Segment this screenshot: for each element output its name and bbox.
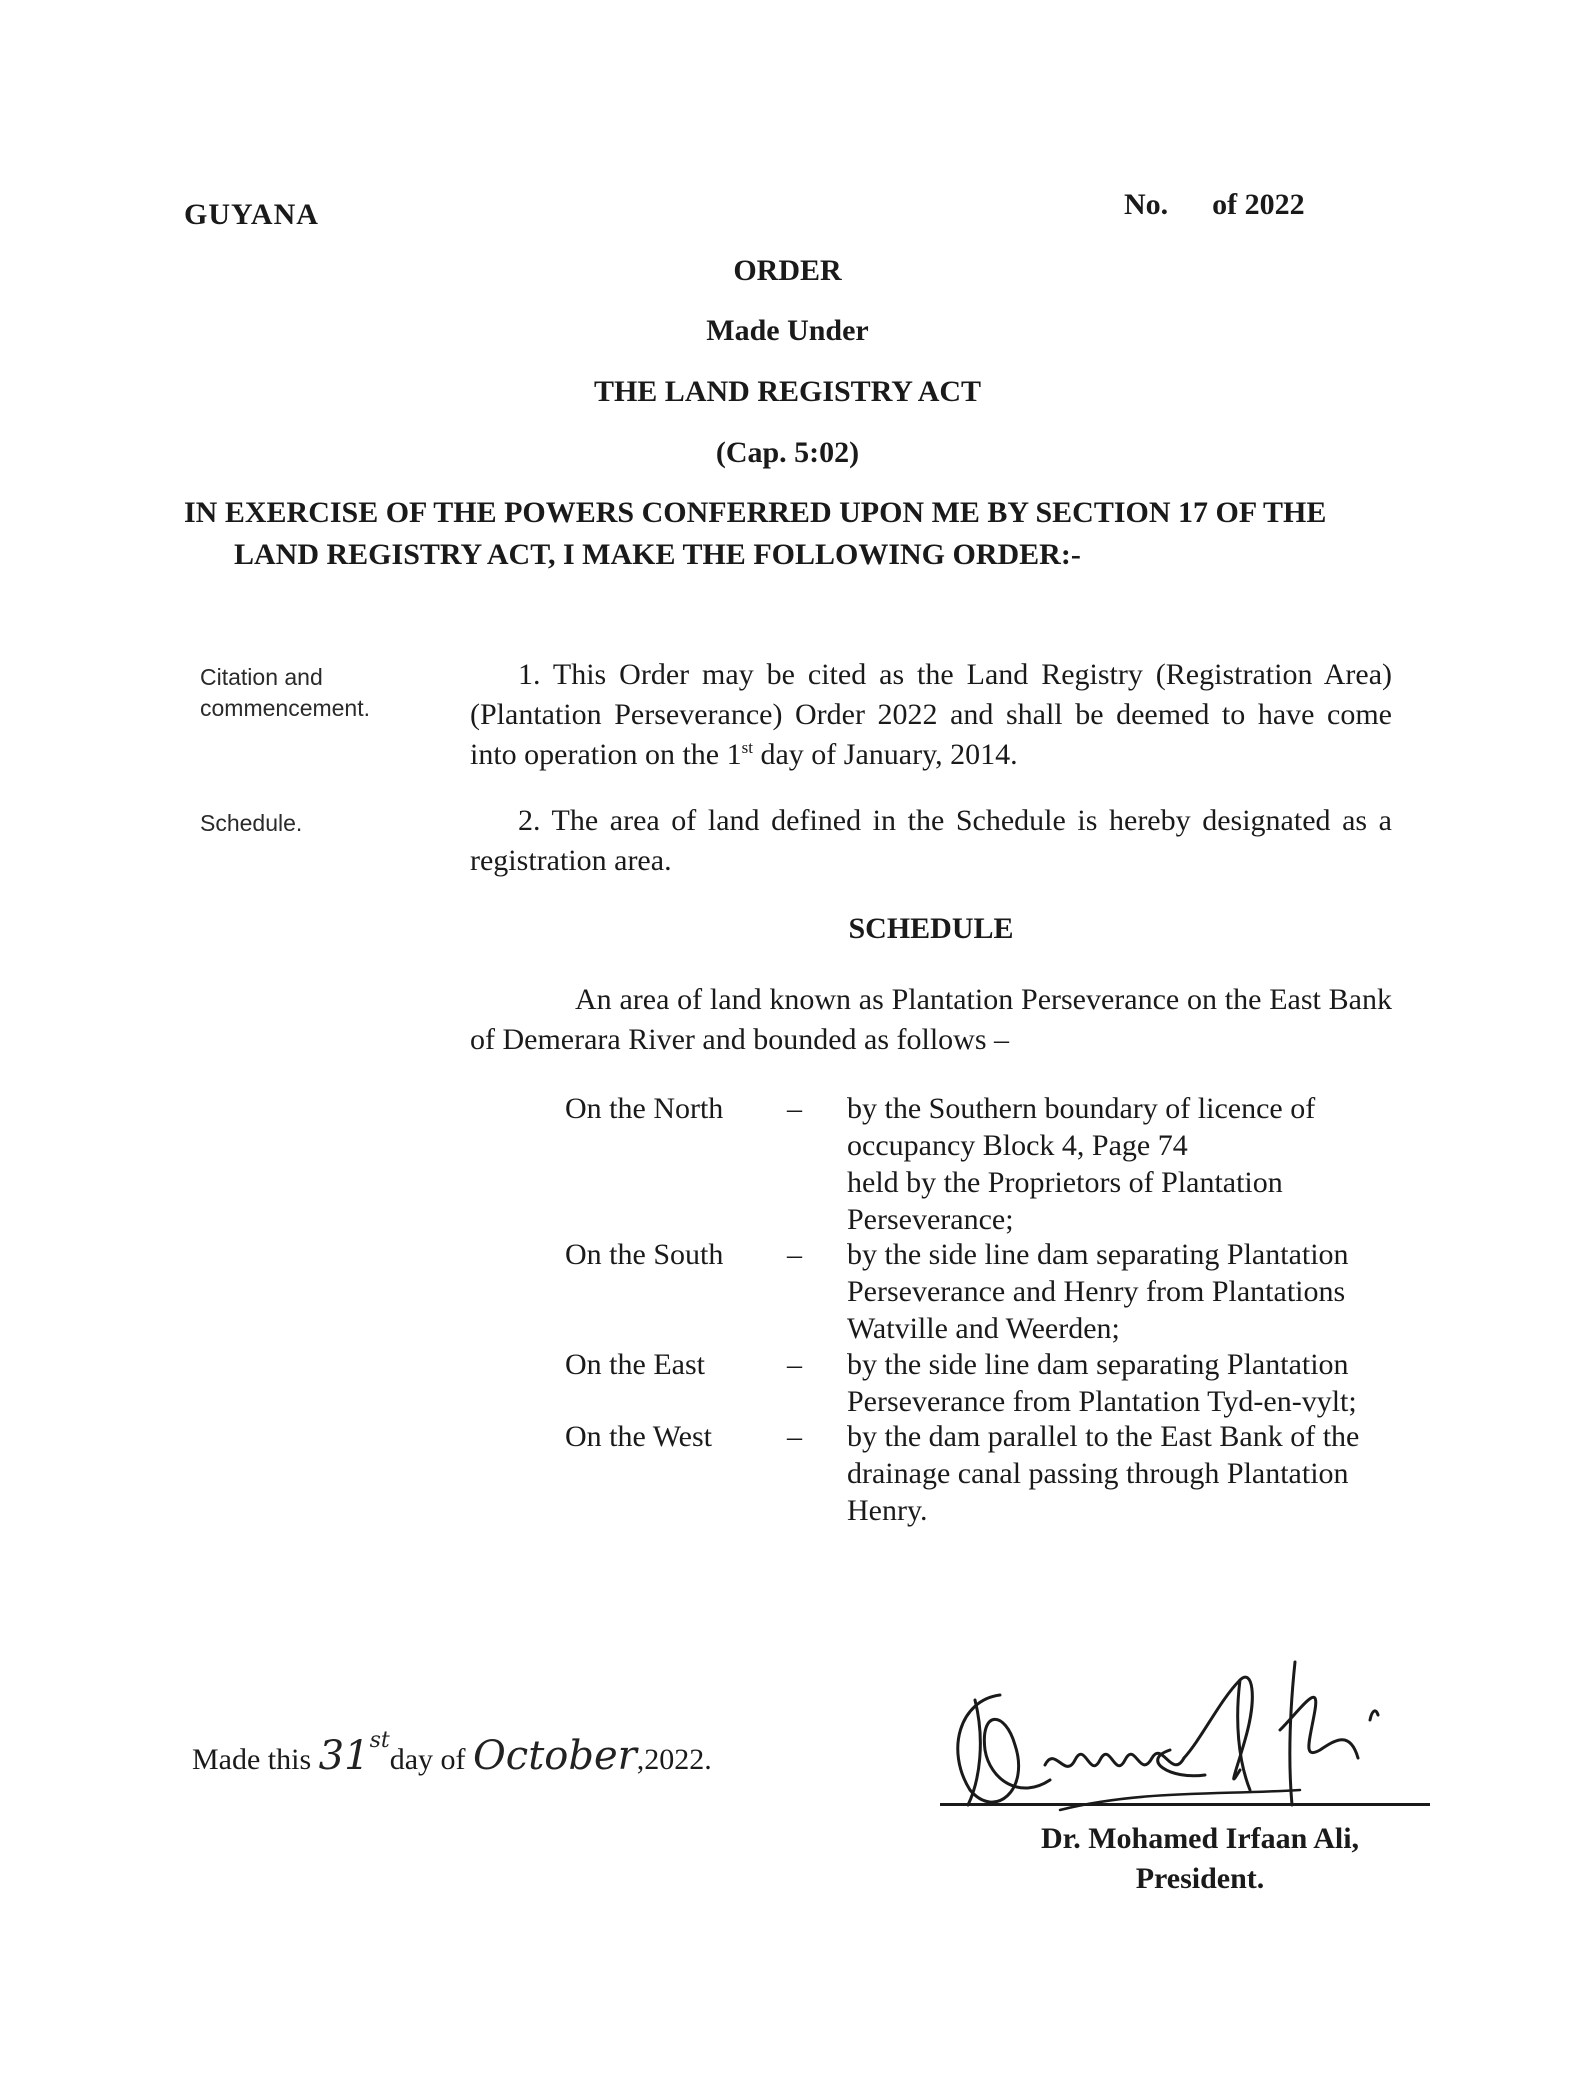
section-2-body: 2. The area of land defined in the Schedule is hereby designated as a registration area. (470, 804, 1392, 877)
preamble-line-1: IN EXERCISE OF THE POWERS CONFERRED UPON ME BY SECTION 17 OF THE (184, 496, 1327, 529)
boundary-dash: – (787, 1420, 802, 1453)
boundary-line: drainage canal passing through Plantation (847, 1457, 1349, 1490)
section-1-body: 1. This Order may be cited as the Land Registry (Registration Area) (Plantation Perseverance) Order 2022 and shall be deemed to have come into operation on the 1 (470, 658, 1392, 771)
execution-year: ,2022. (636, 1743, 712, 1776)
country-heading: GUYANA (184, 198, 319, 231)
margin-note-line: commencement. (200, 695, 371, 721)
act-title: THE LAND REGISTRY ACT (593, 375, 982, 408)
boundary-line: Perseverance; (847, 1203, 1014, 1236)
order-title: ORDER (733, 254, 842, 287)
boundary-line: by the Southern boundary of licence of (847, 1092, 1316, 1125)
boundary-line: Perseverance and Henry from Plantations (847, 1275, 1346, 1308)
schedule-heading: SCHEDULE (848, 912, 1014, 945)
enacting-preamble (184, 492, 1424, 576)
boundary-dash: – (787, 1348, 802, 1381)
preamble-line-2: LAND REGISTRY ACT, I MAKE THE FOLLOWING ORDER:- (234, 538, 1081, 571)
boundary-line: Watville and Weerden; (847, 1312, 1120, 1345)
order-number (1124, 188, 1305, 222)
ordinal-suffix: st (741, 738, 753, 757)
margin-note-line: Citation and (200, 664, 323, 690)
boundary-line: by the side line dam separating Plantation (847, 1238, 1349, 1271)
boundary-line: by the dam parallel to the East Bank of the (847, 1420, 1360, 1453)
made-under-heading: Made Under (706, 314, 869, 347)
signer-name: Dr. Mohamed Irfaan Ali, (1040, 1822, 1360, 1855)
day-of-label: day of (389, 1743, 466, 1776)
boundary-line: by the side line dam separating Plantation (847, 1348, 1349, 1381)
boundary-dash: – (787, 1092, 802, 1125)
margin-note-citation (200, 662, 370, 724)
boundary-line: held by the Proprietors of Plantation (847, 1166, 1283, 1199)
boundary-description (847, 1346, 1407, 1420)
signature-line (940, 1803, 1430, 1806)
made-this-label: Made this (192, 1743, 312, 1776)
presidential-signature (940, 1640, 1440, 1815)
section-2-text (470, 801, 1392, 881)
boundary-side: On the West (565, 1420, 713, 1453)
margin-note-line: Schedule. (200, 810, 303, 836)
boundary-line: Perseverance from Plantation Tyd-en-vylt; (847, 1385, 1357, 1418)
boundary-dash: – (787, 1238, 802, 1271)
section-1-tail: day of January, 2014. (752, 738, 1018, 771)
schedule-intro (470, 980, 1392, 1060)
signer-title: President. (1135, 1862, 1265, 1895)
handwritten-day-suffix: st (369, 1728, 390, 1753)
boundary-description (847, 1418, 1407, 1529)
boundary-description (847, 1090, 1407, 1238)
boundary-line: Henry. (847, 1494, 928, 1527)
handwritten-month: October (473, 1733, 637, 1779)
margin-note-schedule (200, 808, 302, 839)
schedule-intro-text: An area of land known as Plantation Perseverance on the East Bank of Demerara River and bounded as follows – (470, 983, 1392, 1056)
handwritten-day: 31 (318, 1733, 370, 1779)
boundary-side: On the North (565, 1092, 724, 1125)
boundary-side: On the South (565, 1238, 724, 1271)
execution-date-line (192, 1728, 712, 1779)
boundary-description (847, 1236, 1407, 1347)
number-label: No. (1124, 188, 1169, 221)
boundary-line: occupancy Block 4, Page 74 (847, 1129, 1188, 1162)
order-year: of 2022 (1212, 188, 1305, 221)
boundary-side: On the East (565, 1348, 705, 1381)
section-1-text (470, 655, 1392, 775)
chapter-reference: (Cap. 5:02) (715, 436, 860, 469)
